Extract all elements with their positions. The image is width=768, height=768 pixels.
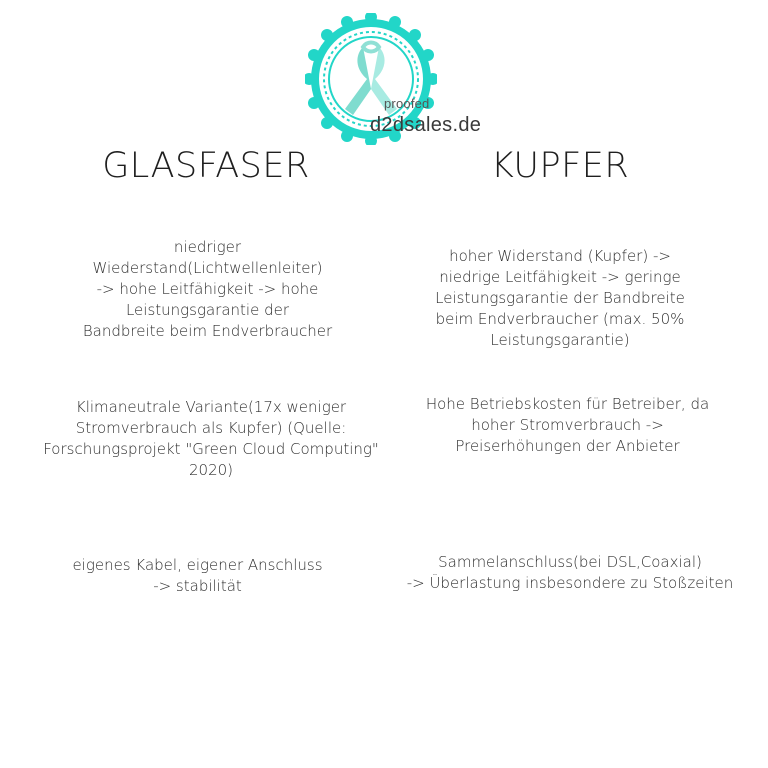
heading-glasfaser: GLASFASER bbox=[102, 146, 310, 186]
glasfaser-point-3: eigenes Kabel, eigener Anschluss -> stabilität bbox=[72, 556, 323, 595]
glasfaser-point-2: Klimaneutrale Variante(17x weniger Stromverbrauch als Kupfer) (Quelle: Forschungsprojekt "Green Cloud Computing" 2020) bbox=[43, 398, 379, 479]
glasfaser-point-1: niedriger Wiederstand(Lichtwellenleiter) -> hohe Leitfähigkeit -> hohe Leistungsgarantie der Bandbreite beim Endverbraucher bbox=[82, 238, 333, 340]
logo-domain-text: d2dsales.de bbox=[370, 114, 482, 136]
logo-proofed-text: proofed bbox=[384, 96, 430, 111]
kupfer-point-1: hoher Widerstand (Kupfer) -> niedrige Leitfähigkeit -> geringe Leistungsgarantie der Bandbreite beim Endverbraucher (max. 50% Leistungsgarantie) bbox=[435, 247, 685, 349]
kupfer-point-3: Sammelanschluss(bei DSL,Coaxial) -> Überlastung insbesondere zu Stoßzeiten bbox=[406, 553, 734, 592]
heading-kupfer: KUPFER bbox=[490, 146, 630, 186]
kupfer-point-2: Hohe Betriebskosten für Betreiber, da hoher Stromverbrauch -> Preiserhöhungen der Anbieter bbox=[425, 395, 710, 455]
